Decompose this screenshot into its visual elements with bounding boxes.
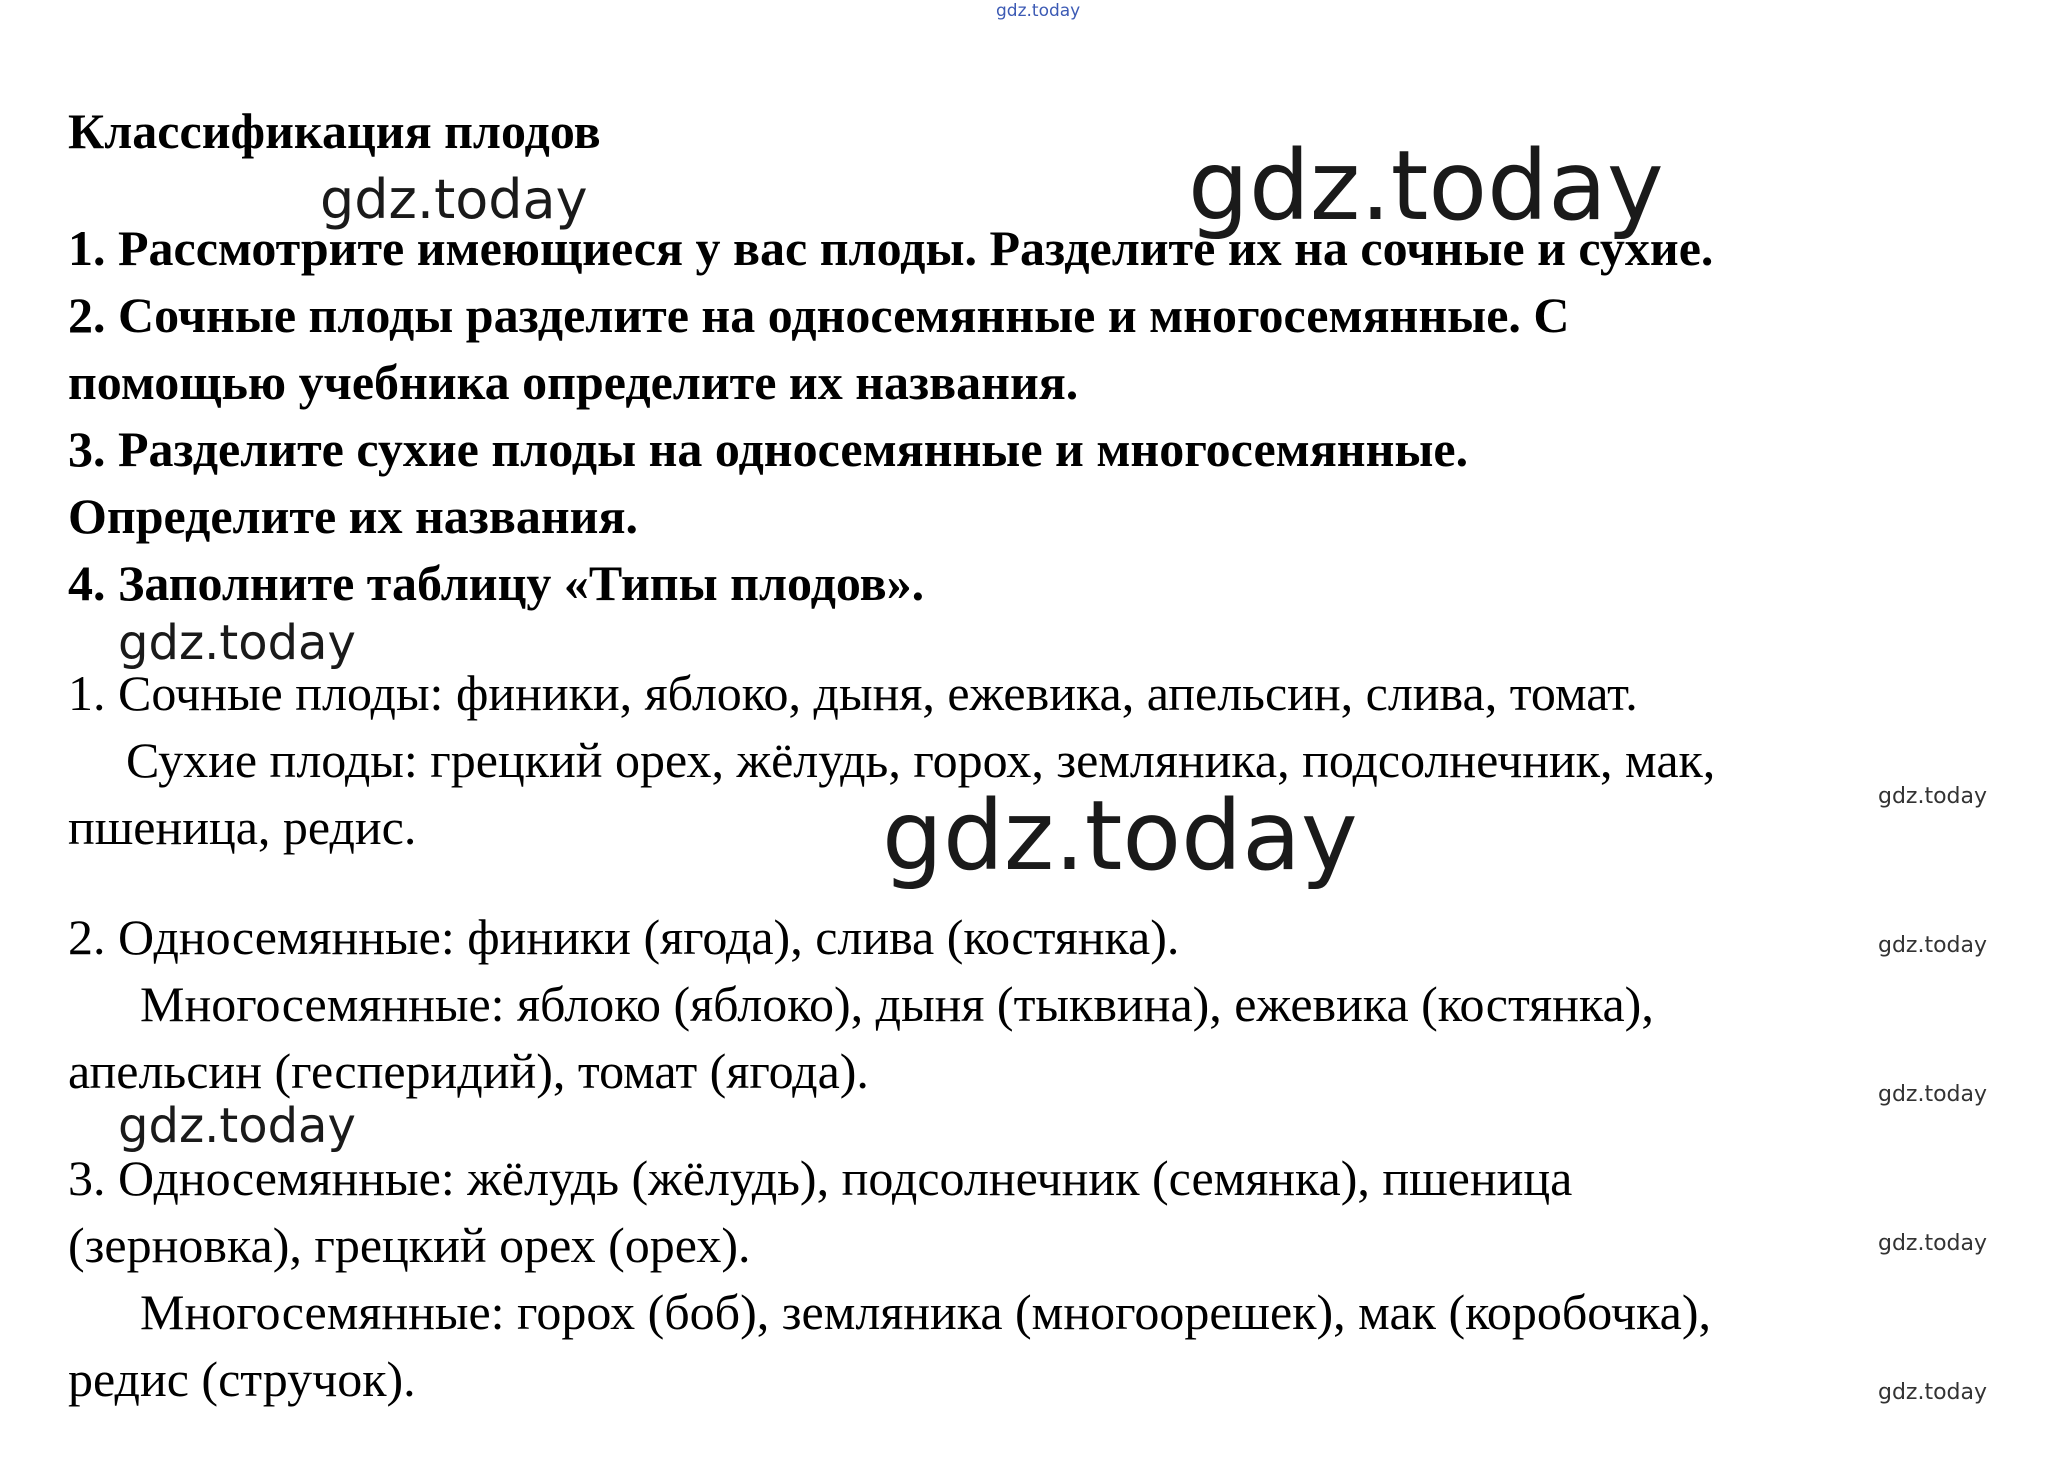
watermark-medium: gdz.today [118,615,356,671]
watermark-small: gdz.today [1878,933,1988,958]
task-line: 2. Сочные плоды разделите на односемянные и многосемянные. С [68,287,1570,343]
answer-line: (зерновка), грецкий орех (орех). [68,1217,751,1273]
watermark-small: gdz.today [1878,1231,1988,1256]
answer-line: редис (стручок). [68,1351,416,1407]
answer-line: Сухие плоды: грецкий орех, жёлудь, горох, земляника, подсолнечник, мак, [126,732,1716,788]
page-title: Классификация плодов [68,103,601,159]
watermark-small: gdz.today [1878,1082,1988,1107]
watermark-large: gdz.today [1188,130,1664,242]
watermark-large: gdz.today [882,780,1358,892]
answer-line: апельсин (гесперидий), томат (ягода). [68,1043,869,1099]
answer-line: Многосемянные: яблоко (яблоко), дыня (тыквина), ежевика (костянка), [140,976,1654,1032]
task-line: Определите их названия. [68,488,639,544]
watermark-medium: gdz.today [320,168,588,231]
watermark-small: gdz.today [1878,784,1988,809]
answer-line: пшеница, редис. [68,799,417,855]
watermark-top: gdz.today [996,1,1081,21]
answer-line: 1. Сочные плоды: финики, яблоко, дыня, ежевика, апельсин, слива, томат. [68,665,1638,721]
answer-line: Многосемянные: горох (боб), земляника (многоорешек), мак (коробочка), [140,1284,1712,1340]
watermark-medium: gdz.today [118,1098,356,1154]
watermark-small: gdz.today [1878,1380,1988,1405]
task-line: 4. Заполните таблицу «Типы плодов». [68,555,925,611]
answer-line: 3. Односемянные: жёлудь (жёлудь), подсолнечник (семянка), пшеница [68,1150,1573,1206]
task-line: 3. Разделите сухие плоды на односемянные и многосемянные. [68,421,1469,477]
task-line: 1. Рассмотрите имеющиеся у вас плоды. Разделите их на сочные и сухие. [68,220,1714,276]
answer-line: 2. Односемянные: финики (ягода), слива (костянка). [68,909,1180,965]
task-line: помощью учебника определите их названия. [68,354,1079,410]
